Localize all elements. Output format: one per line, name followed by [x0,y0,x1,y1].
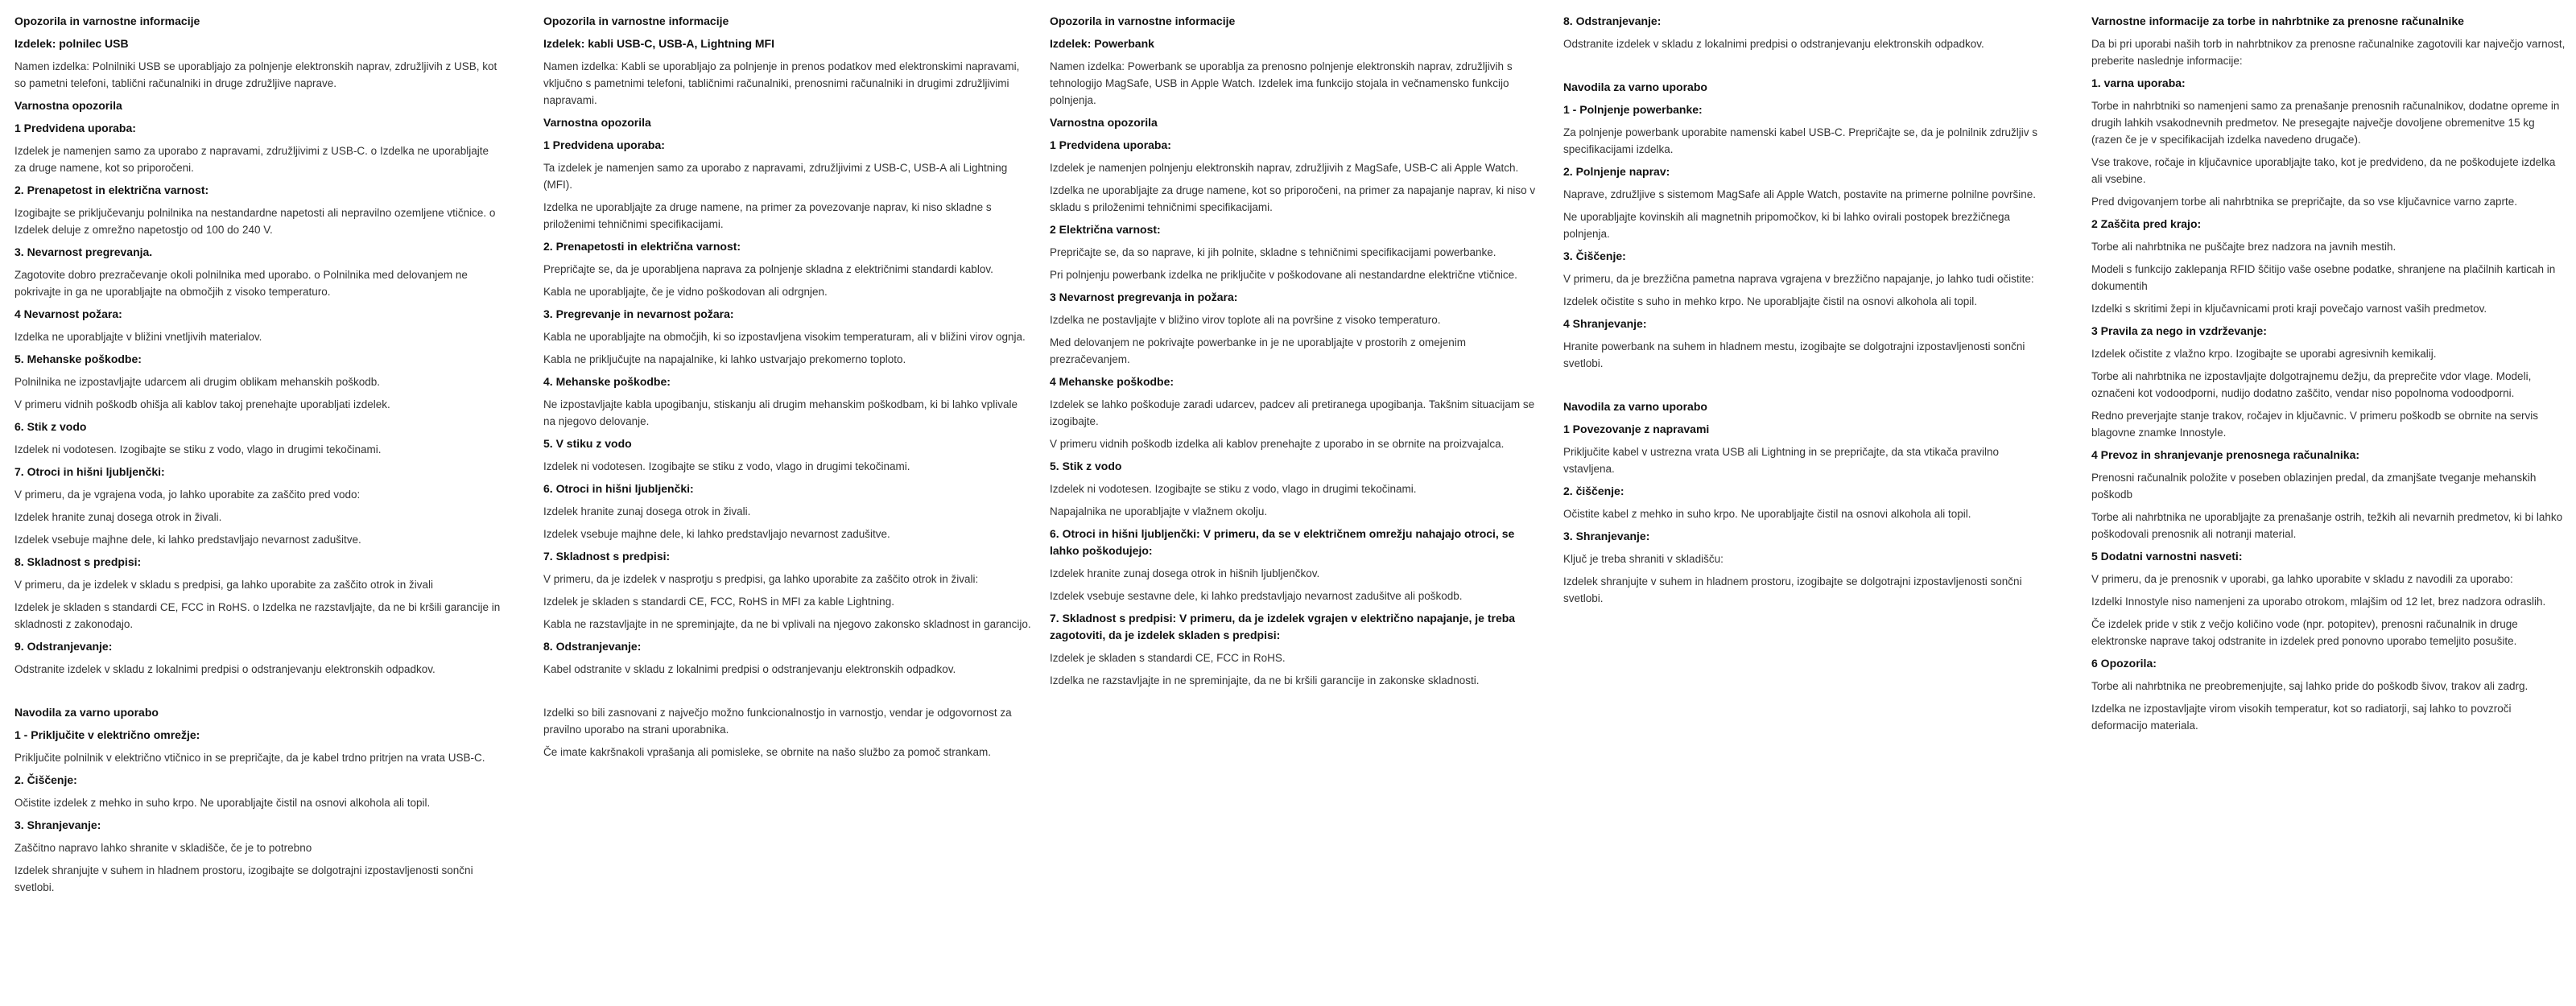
section-heading: 2. Prenapetosti in električna varnost: [543,240,741,253]
section-heading: Varnostna opozorila [14,99,122,112]
paragraph: Izdelek hranite zunaj dosega otrok in živali. [543,505,751,517]
paragraph: Ta izdelek je namenjen samo za uporabo z napravami, združljivimi z USB-C, USB-A ali Lightning (MFI). [543,162,1008,191]
paragraph: Očistite kabel z mehko in suho krpo. Ne uporabljajte čistil na osnovi alkohola ali topil. [1563,508,1971,520]
document-title: Opozorila in varnostne informacije [543,14,729,27]
paragraph: Izdelek shranjujte v suhem in hladnem prostoru, izogibajte se dolgotrajni izpostavljenosti sončni svetlobi. [1563,575,2022,604]
section-heading: Izdelek: Powerbank [1050,37,1154,50]
paragraph: Torbe ali nahrbtnika ne uporabljajte za prenašanje ostrih, težkih ali nevarnih predmetov, ki bi lahko poškodovali prenosnik ali notranji material. [2091,511,2563,540]
paragraph: Odstranite izdelek v skladu z lokalnimi predpisi o odstranjevanju elektronskih odpadkov. [14,663,436,675]
section-heading: 5. Mehanske poškodbe: [14,353,142,365]
section-heading: 2. Prenapetost in električna varnost: [14,183,209,196]
document-title: Opozorila in varnostne informacije [1050,14,1236,27]
paragraph: Pred dvigovanjem torbe ali nahrbtnika se prepričajte, da so vse ključavnice varno zaprte. [2091,196,2518,208]
paragraph: Med delovanjem ne pokrivajte powerbanke in je ne uporabljajte v prostorih z omejenim prezračevanjem. [1050,336,1467,365]
paragraph: Za polnjenje powerbank uporabite namenski kabel USB-C. Prepričajte se, da je polnilnik združljiv s specifikacijami izdelka. [1563,126,2038,155]
paragraph: Polnilnika ne izpostavljajte udarcem ali drugim oblikam mehanskih poškodb. [14,376,380,388]
section-gap [1563,377,2051,398]
paragraph: Izdelek se lahko poškoduje zaradi udarcev, padcev ali pretiranega upogibanja. Takšnim situacijam se izogibajte. [1050,398,1535,427]
paragraph: Kabla ne razstavljajte in ne spreminjajte, da ne bi vplivali na njegovo zakonsko skladnost in garancijo. [543,618,1031,630]
section-heading: 1. varna uporaba: [2091,76,2186,89]
section-heading: 1 Predvidena uporaba: [14,122,136,134]
paragraph: Pri polnjenju powerbank izdelka ne priključite v poškodovane ali nestandardne električne vtičnice. [1050,269,1517,281]
paragraph: Da bi pri uporabi naših torb in nahrbtnikov za prenosne računalnike zagotovili kar največjo varnost, preberite naslednje informacije: [2091,38,2566,67]
section-heading: 6. Stik z vodo [14,420,87,433]
section-heading: Izdelek: polnilec USB [14,37,129,50]
paragraph: Izdelek je namenjen polnjenju elektronskih naprav, združljivih z MagSafe, USB-C ali Apple Watch. [1050,162,1519,174]
paragraph: Izdelka ne uporabljajte za druge namene, na primer za povezovanje naprav, ki niso skladne s priloženimi tehničnimi specifikacijami. [543,201,992,230]
section-heading: 8. Odstranjevanje: [1563,14,1662,27]
column-laptop-bags [2091,13,2568,740]
paragraph: V primeru, da je vgrajena voda, jo lahko uporabite za zaščito pred vodo: [14,489,361,501]
section-heading: Navodila za varno uporabo [1563,80,1707,93]
paragraph: Vse trakove, ročaje in ključavnice uporabljajte tako, kot je predvideno, da ne poškodujete izdelka ali vsebine. [2091,156,2556,185]
paragraph: V primeru vidnih poškodb ohišja ali kablov takoj prenehajte uporabljati izdelek. [14,398,390,410]
section-heading: 6. Otroci in hišni ljubljenčki: [543,482,694,495]
column-powerbank-instructions [1563,13,2051,612]
section-heading: 8. Odstranjevanje: [543,640,642,653]
paragraph: Redno preverjajte stanje trakov, ročajev in ključavnic. V primeru poškodb se obrnite na servis blagovne znamke Innostyle. [2091,410,2539,439]
paragraph: Priključite kabel v ustrezna vrata USB ali Lightning in se prepričajte, da sta vtikača pravilno vstavljena. [1563,446,2000,475]
section-heading: Varnostna opozorila [543,116,651,129]
section-heading: 6. Otroci in hišni ljubljenčki: V primeru, da se v električnem omrežju nahajajo otroci, se lahko poškodujejo: [1050,527,1515,557]
document-title: Opozorila in varnostne informacije [14,14,200,27]
section-heading: 3 Nevarnost pregrevanja in požara: [1050,291,1238,303]
section-heading: 9. Odstranjevanje: [14,640,113,653]
paragraph: Kabel odstranite v skladu z lokalnimi predpisi o odstranjevanju elektronskih odpadkov. [543,663,956,675]
paragraph: Izdelek hranite zunaj dosega otrok in hišnih ljubljenčkov. [1050,567,1320,579]
paragraph: Priključite polnilnik v električno vtičnico in se prepričajte, da je kabel trdno pritrjen na vrata USB-C. [14,752,485,764]
section-heading: 1 Predvidena uporaba: [543,138,665,151]
paragraph: Izogibajte se priključevanju polnilnika na nestandardne napetosti ali nepravilno ozemljene vtičnice. o Izdelek deluje z omrežno napetostjo od 100 do 240 V. [14,207,496,236]
paragraph: Zaščitno napravo lahko shranite v skladišče, če je to potrebno [14,842,312,854]
paragraph: Izdelki so bili zasnovani z največjo možno funkcionalnostjo in varnostjo, vendar je odgovornost za pravilno uporabo na strani uporabnika. [543,707,1012,736]
paragraph: Ne uporabljajte kovinskih ali magnetnih pripomočkov, ki bi lahko ovirali postopek brezžičnega polnjenja. [1563,211,2011,240]
column-usb-charger [14,13,502,901]
section-heading: Navodila za varno uporabo [14,706,159,719]
paragraph: Kabla ne priključujte na napajalnike, ki lahko ustvarjajo prekomerno toploto. [543,353,906,365]
paragraph: Modeli s funkcijo zaklepanja RFID ščitijo vaše osebne podatke, shranjene na plačilnih karticah in dokumentih [2091,263,2556,292]
paragraph: Izdelek je skladen s standardi CE, FCC, RoHS in MFI za kable Lightning. [543,596,894,608]
paragraph: Izdelek hranite zunaj dosega otrok in živali. [14,511,222,523]
paragraph: Namen izdelka: Powerbank se uporablja za prenosno polnjenje elektronskih naprav, združljivih s tehnologijo MagSafe, USB in Apple Watch. Izdelek ima funkcijo stojala in večnamensko funkcijo polnjenja. [1050,60,1513,106]
paragraph: Izdelka ne postavljajte v bližino virov toplote ali na površine z visoko temperaturo. [1050,314,1441,326]
section-heading: 1 Povezovanje z napravami [1563,423,1710,435]
section-heading: 4 Nevarnost požara: [14,307,122,320]
paragraph: Zagotovite dobro prezračevanje okoli polnilnika med uporabo. o Polnilnika med delovanjem ne pokrivajte in ga ne uporabljajte na območjih z visoko temperaturo. [14,269,468,298]
paragraph: Izdelka ne razstavljajte in ne spreminjajte, da ne bi kršili garancije in zakonske skladnosti. [1050,674,1480,686]
column-powerbank [1050,13,1538,695]
section-heading: 4 Mehanske poškodbe: [1050,375,1174,388]
paragraph: Odstranite izdelek v skladu z lokalnimi predpisi o odstranjevanju elektronskih odpadkov. [1563,38,1984,50]
section-heading: 2. čiščenje: [1563,484,1624,497]
section-heading: 5 Dodatni varnostni nasveti: [2091,550,2243,563]
paragraph: Izdelki s skritimi žepi in ključavnicami proti kraji povečajo varnost vaših predmetov. [2091,303,2487,315]
paragraph: Hranite powerbank na suhem in hladnem mestu, izogibajte se dolgotrajni izpostavljenosti sončni svetlobi. [1563,340,2025,369]
section-heading: 2 Zaščita pred krajo: [2091,217,2202,230]
section-gap [543,683,1031,704]
paragraph: V primeru, da je prenosnik v uporabi, ga lahko uporabite v skladu z navodili za uporabo: [2091,573,2513,585]
paragraph: Torbe ali nahrbtnika ne preobremenjujte, saj lahko pride do poškodb šivov, trakov ali zadrg. [2091,680,2529,692]
paragraph: Namen izdelka: Polnilniki USB se uporabljajo za polnjenje elektronskih naprav, združljivih z USB, kot so pametni telefoni, tablični računalniki in druge združljive naprave. [14,60,497,89]
section-heading: 7. Skladnost s predpisi: [543,550,671,563]
section-heading: Izdelek: kabli USB-C, USB-A, Lightning MFI [543,37,774,50]
paragraph: Prenosni računalnik položite v poseben oblazinjen predal, da zmanjšate tveganje mehanskih poškodb [2091,472,2537,501]
paragraph: Očistite izdelek z mehko in suho krpo. Ne uporabljajte čistil na osnovi alkohola ali topil. [14,797,431,809]
paragraph: V primeru, da je izdelek v skladu s predpisi, ga lahko uporabite za zaščito otrok in živali [14,579,434,591]
section-gap [1563,58,2051,79]
section-heading: 3. Čiščenje: [1563,249,1626,262]
paragraph: V primeru vidnih poškodb izdelka ali kablov prenehajte z uporabo in se obrnite na proizvajalca. [1050,438,1505,450]
section-heading: 3. Shranjevanje: [14,818,101,831]
paragraph: Izdelek ni vodotesen. Izogibajte se stiku z vodo, vlago in drugimi tekočinami. [14,443,382,456]
paragraph: Namen izdelka: Kabli se uporabljajo za polnjenje in prenos podatkov med elektronskimi napravami, vključno s pametnimi telefoni, tabličnimi računalniki, prenosnimi računalniki in drugimi združljivimi napravami. [543,60,1020,106]
section-heading: 4 Prevoz in shranjevanje prenosnega računalnika: [2091,448,2360,461]
paragraph: Prepričajte se, da so naprave, ki jih polnite, skladne s tehničnimi specifikacijami powerbanke. [1050,246,1496,258]
section-heading: 1 - Priključite v električno omrežje: [14,728,200,741]
column-cables [543,13,1031,766]
paragraph: Izdelek ni vodotesen. Izogibajte se stiku z vodo, vlago in drugimi tekočinami. [543,460,910,472]
section-heading: 4 Shranjevanje: [1563,317,1647,330]
section-heading: 6 Opozorila: [2091,657,2157,670]
section-heading: Navodila za varno uporabo [1563,400,1707,413]
section-gap [14,683,502,704]
section-heading: 3. Shranjevanje: [1563,530,1650,542]
paragraph: Kabla ne uporabljajte na območjih, ki so izpostavljena visokim temperaturam, ali v bližini virov ognja. [543,331,1026,343]
section-heading: 1 Predvidena uporaba: [1050,138,1171,151]
paragraph: Izdelek vsebuje majhne dele, ki lahko predstavljajo nevarnost zadušitve. [14,534,361,546]
section-heading: 2. Polnjenje naprav: [1563,165,1670,178]
paragraph: Izdelek je namenjen samo za uporabo z napravami, združljivimi z USB-C. o Izdelka ne uporabljajte za druge namene, kot so priporočeni. [14,145,489,174]
section-heading: 3. Nevarnost pregrevanja. [14,245,153,258]
document-title: Varnostne informacije za torbe in nahrbtnike za prenosne računalnike [2091,14,2464,27]
paragraph: Naprave, združljive s sistemom MagSafe ali Apple Watch, postavite na primerne polnilne površine. [1563,188,2037,200]
section-heading: 5. V stiku z vodo [543,437,632,450]
section-heading: 7. Otroci in hišni ljubljenčki: [14,465,165,478]
paragraph: Izdelek očistite s suho in mehko krpo. Ne uporabljajte čistil na osnovi alkohola ali topil. [1563,295,1978,307]
paragraph: Kabla ne uporabljajte, če je vidno poškodovan ali odrgnjen. [543,286,828,298]
paragraph: Ključ je treba shraniti v skladišču: [1563,553,1724,565]
paragraph: Če imate kakršnakoli vprašanja ali pomisleke, se obrnite na našo službo za pomoč strankam. [543,746,992,758]
section-heading: 2. Čiščenje: [14,773,77,786]
paragraph: Izdelka ne izpostavljajte virom visokih temperatur, kot so radiatorji, saj lahko to povzroči deformacijo materiala. [2091,703,2512,732]
paragraph: Napajalnika ne uporabljajte v vlažnem okolju. [1050,505,1268,517]
section-heading: Varnostna opozorila [1050,116,1158,129]
paragraph: Če izdelek pride v stik z večjo količino vode (npr. potopitev), prenosni računalnik in druge elektronske naprave takoj odstranite in izdelek pred ponovno uporabo temeljito posušite. [2091,618,2518,647]
paragraph: Izdelek je skladen s standardi CE, FCC in RoHS. o Izdelka ne razstavljajte, da ne bi kršili garancije in skladnosti z zakonodajo. [14,601,501,630]
paragraph: Prepričajte se, da je uporabljena naprava za polnjenje skladna z električnimi standardi kablov. [543,263,993,275]
paragraph: Torbe ali nahrbtnika ne izpostavljajte dolgotrajnemu dežju, da preprečite vdor vlage. Modeli, označeni kot vodoodporni, nudijo dodatno zaščito, vendar niso popolnoma vodoodporni. [2091,370,2532,399]
section-heading: 4. Mehanske poškodbe: [543,375,671,388]
paragraph: Izdelek vsebuje sestavne dele, ki lahko predstavljajo nevarnost zadušitve ali poškodb. [1050,590,1463,602]
paragraph: V primeru, da je brezžična pametna naprava vgrajena v brezžično napajanje, jo lahko tudi očistite: [1563,273,2034,285]
section-heading: 3 Pravila za nego in vzdrževanje: [2091,324,2267,337]
paragraph: Izdelek vsebuje majhne dele, ki lahko predstavljajo nevarnost zadušitve. [543,528,890,540]
paragraph: Izdelek shranjujte v suhem in hladnem prostoru, izogibajte se dolgotrajni izpostavljenosti sončni svetlobi. [14,864,473,893]
paragraph: Torbe ali nahrbtnika ne puščajte brez nadzora na javnih mestih. [2091,241,2396,253]
paragraph: Izdelek je skladen s standardi CE, FCC in RoHS. [1050,652,1286,664]
section-heading: 5. Stik z vodo [1050,460,1122,472]
paragraph: Torbe in nahrbtniki so namenjeni samo za prenašanje prenosnih računalnikov, dodatne opreme in drugih lahkih vsakodnevnih predmetov. Ne presegajte največje dovoljene obremenitve 15 kg (razen če je v specifikacijah izdelka navedeno drugače). [2091,100,2560,146]
paragraph: Ne izpostavljajte kabla upogibanju, stiskanju ali drugim mehanskim poškodbam, ki bi lahko vplivale na njegovo delovanje. [543,398,1018,427]
section-heading: 7. Skladnost s predpisi: V primeru, da je izdelek vgrajen v električno napajanje, je treba zagotoviti, da je izdelek skladen s predpisi: [1050,612,1516,641]
section-heading: 3. Pregrevanje in nevarnost požara: [543,307,734,320]
paragraph: Izdelki Innostyle niso namenjeni za uporabo otrokom, mlajšim od 12 let, brez nadzora odraslih. [2091,596,2546,608]
paragraph: Izdelka ne uporabljajte v bližini vnetljivih materialov. [14,331,262,343]
paragraph: Izdelek očistite z vlažno krpo. Izogibajte se uporabi agresivnih kemikalij. [2091,348,2437,360]
paragraph: Izdelek ni vodotesen. Izogibajte se stiku z vodo, vlago in drugimi tekočinami. [1050,483,1417,495]
paragraph: Izdelka ne uporabljajte za druge namene, kot so priporočeni, na primer za napajanje naprav, ki niso v skladu s priloženimi tehničnimi specifikacijami. [1050,184,1536,213]
paragraph: V primeru, da je izdelek v nasprotju s predpisi, ga lahko uporabite za zaščito otrok in živali: [543,573,979,585]
section-heading: 1 - Polnjenje powerbanke: [1563,103,1703,116]
section-heading: 2 Električna varnost: [1050,223,1161,236]
section-heading: 8. Skladnost s predpisi: [14,555,142,568]
